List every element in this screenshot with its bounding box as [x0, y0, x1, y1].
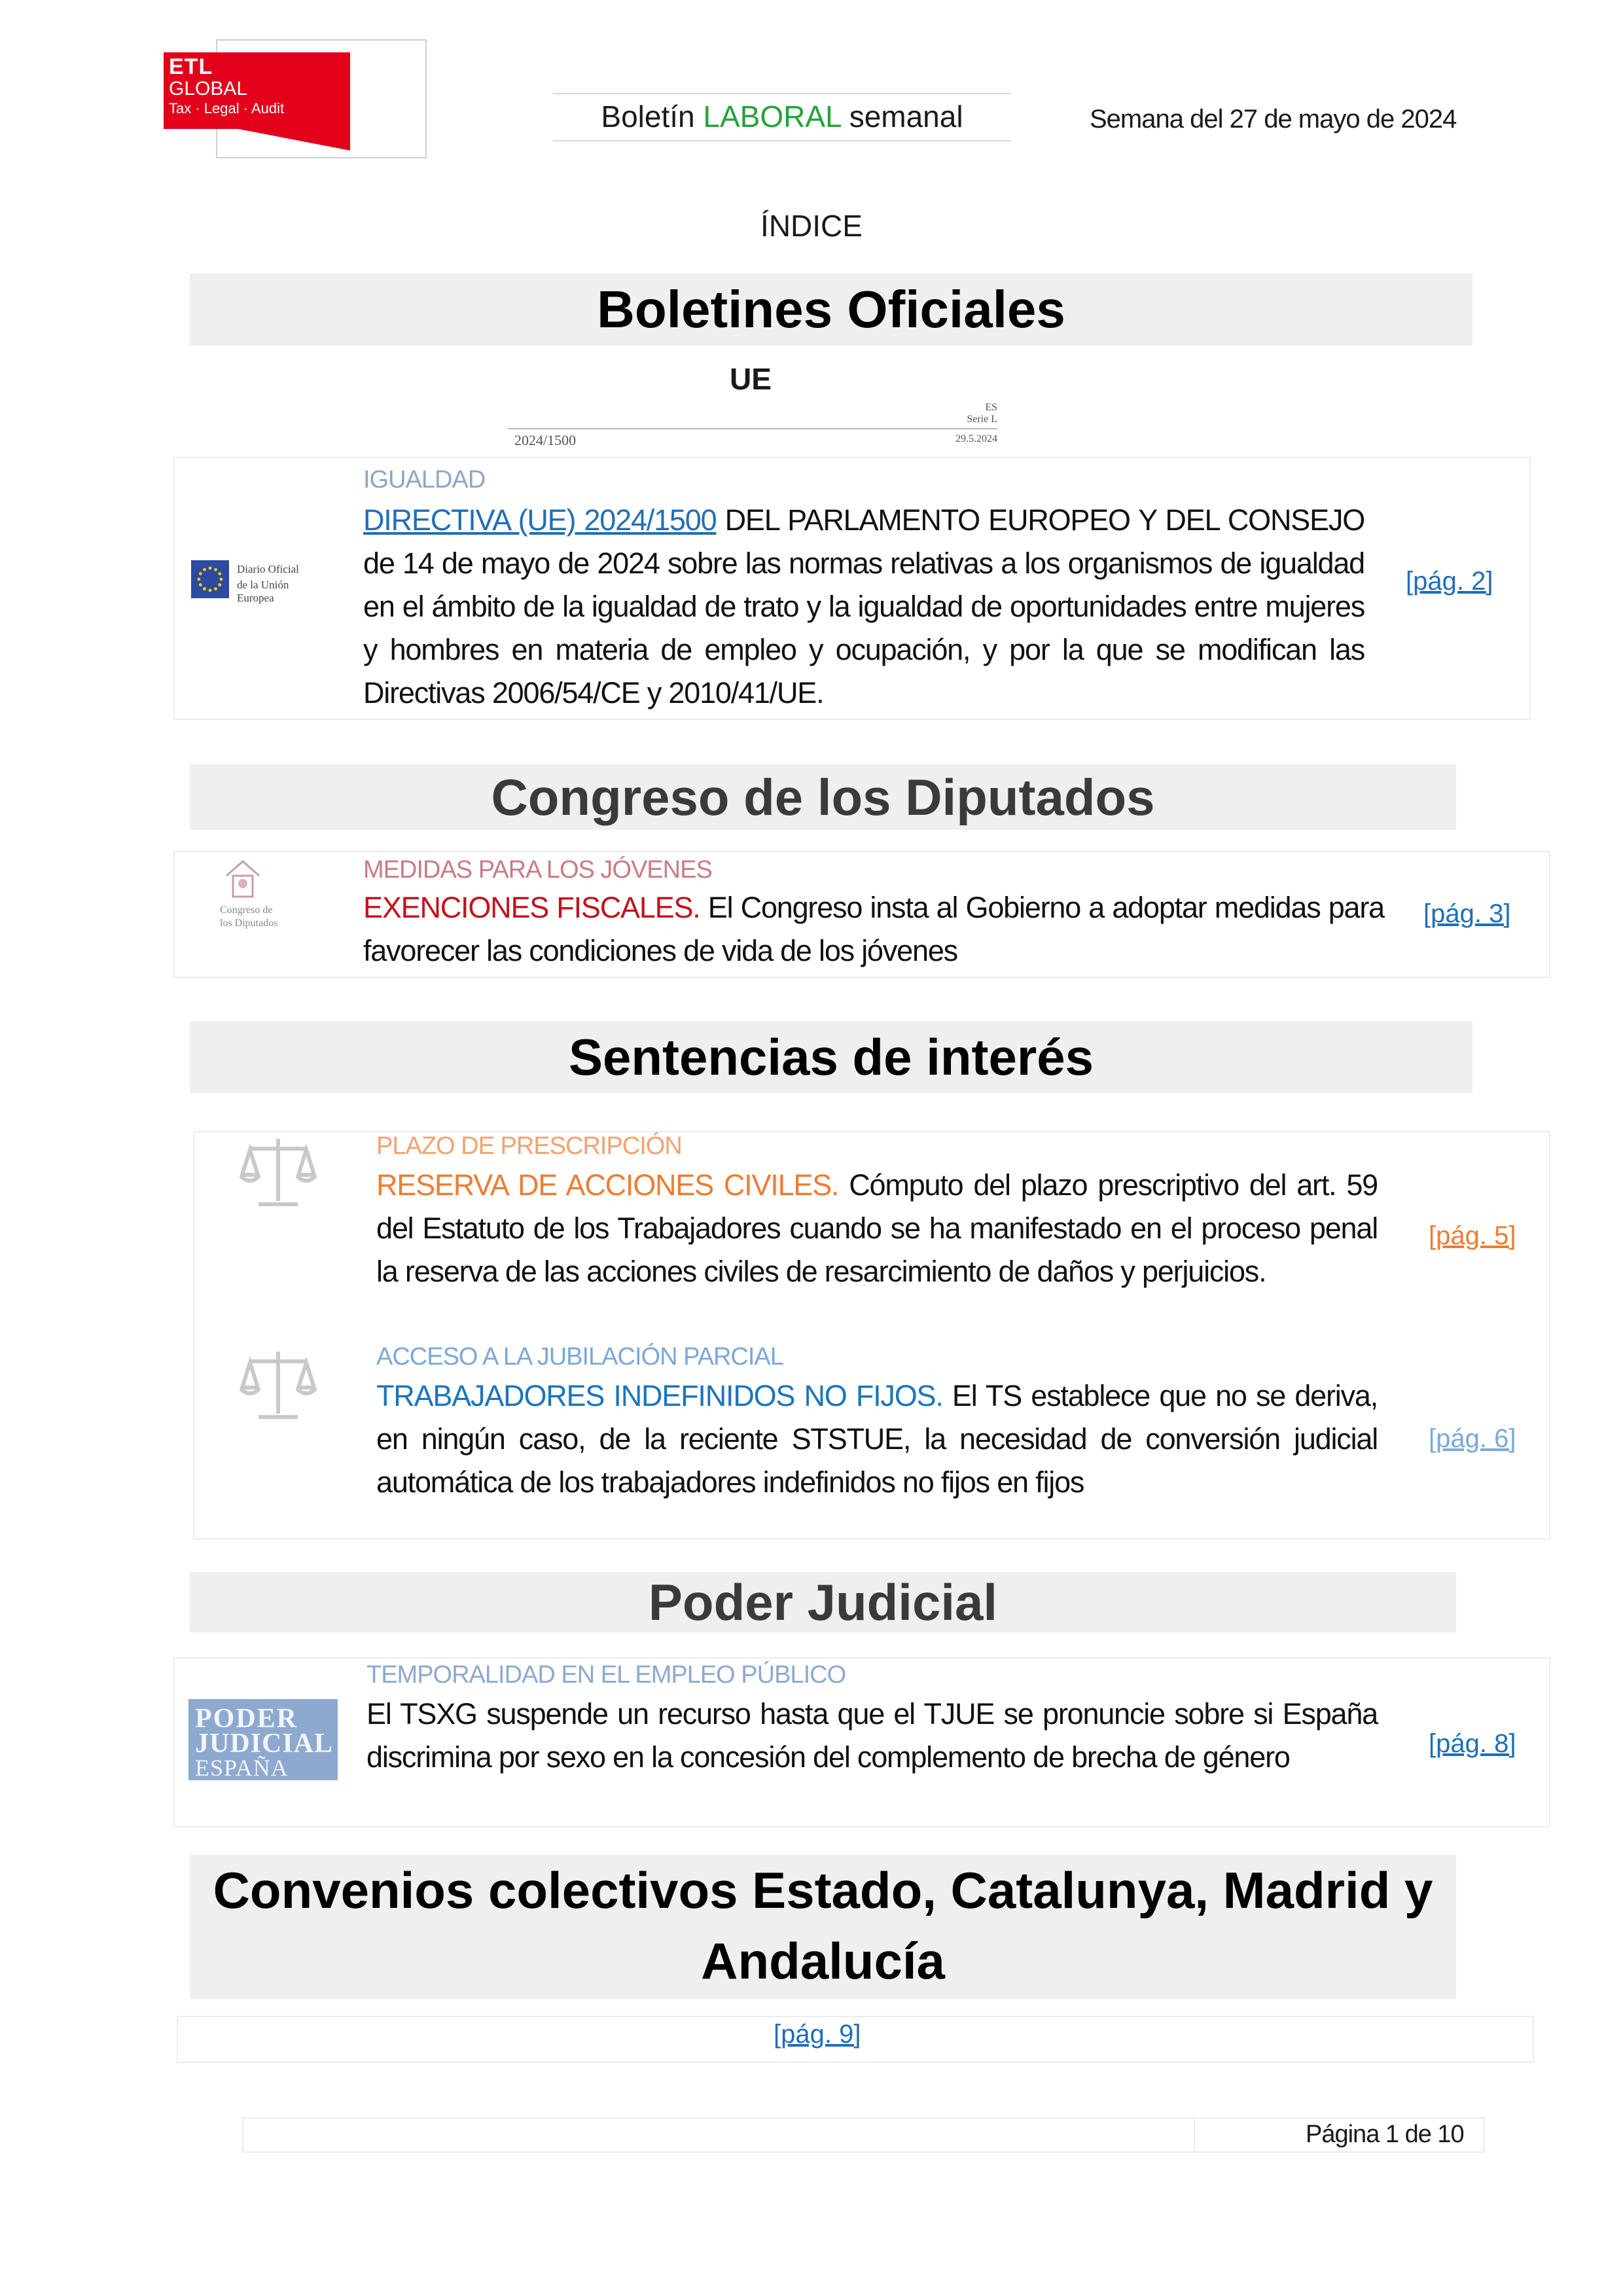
bulletin-title [553, 93, 1011, 141]
poder-logo-line3: ESPAÑA [195, 1755, 289, 1781]
congreso-logo-line2: los Diputados [220, 918, 278, 929]
doc-header-strip [508, 402, 997, 449]
logo-text-etl: ETL [169, 54, 213, 79]
item-text-jubilacion [376, 1374, 1378, 1504]
logo-text-tagline: Tax · Legal · Audit [169, 100, 285, 117]
bulletin-laboral: LABORAL [703, 99, 841, 134]
doc-strip-lang: ES [985, 402, 997, 413]
scales-of-justice-icon [236, 1342, 321, 1427]
section-ue-subtitle: UE [730, 362, 772, 396]
poder-logo-line1: PODER [195, 1704, 298, 1734]
section-poder-judicial: Poder Judicial [190, 1572, 1456, 1632]
scales-of-justice-icon [236, 1129, 321, 1214]
page-link-6[interactable]: [pág. 6] [1429, 1424, 1516, 1453]
item-text-igualdad [363, 499, 1364, 715]
page-link-3[interactable]: [pág. 3] [1423, 899, 1511, 928]
index-title: ÍNDICE [760, 209, 863, 243]
page-link-9[interactable]: [pág. 9] [774, 2020, 861, 2049]
section-congreso: Congreso de los Diputados [190, 764, 1456, 830]
logo-text-global: GLOBAL [169, 78, 248, 99]
lead-exenciones-fiscales: EXENCIONES FISCALES. [363, 891, 700, 924]
lead-indefinidos: TRABAJADORES INDEFINIDOS NO FIJOS. [376, 1379, 943, 1412]
doc-strip-date: 29.5.2024 [955, 433, 997, 444]
page-link-2[interactable]: [pág. 2] [1406, 567, 1493, 596]
page-link-5[interactable]: [pág. 5] [1429, 1221, 1516, 1250]
bulletin-suffix: semanal [840, 99, 963, 134]
section-boletines-oficiales: Boletines Oficiales [190, 274, 1472, 346]
category-jovenes: MEDIDAS PARA LOS JÓVENES [363, 856, 712, 884]
doc-strip-number: 2024/1500 [514, 432, 577, 448]
congreso-logo [208, 851, 306, 936]
prescripcion-description: Cómputo del plazo prescriptivo del art. 59 del Estatuto de los Trabajadores cuando se ha manifestado en el proceso penal la reserva de las acciones civiles de resarcimiento de daños y perjuicios. [376, 1168, 1378, 1288]
poder-logo-line2: JUDICIAL [195, 1729, 334, 1759]
congreso-logo-line1: Congreso de [220, 905, 273, 916]
footer-bar [242, 2117, 1485, 2153]
doue-logo-line2: de la Unión Europea [237, 579, 289, 604]
category-prescripcion: PLAZO DE PRESCRIPCIÓN [376, 1132, 682, 1160]
doc-strip-rule [508, 428, 997, 429]
footer-divider [1194, 2119, 1195, 2151]
item-text-temporalidad: El TSXG suspende un recurso hasta que el TJUE se pronuncie sobre si España discrimina por sexo en la concesión del complemento de brecha de género [366, 1697, 1378, 1774]
category-igualdad: IGUALDAD [363, 466, 486, 493]
directiva-description: DEL PARLAMENTO EUROPEO Y DEL CONSEJO de 14 de mayo de 2024 sobre las normas relativas a los organismos de igualdad en el ámbito de la igualdad de trato y la igualdad de oportunidades entre mujeres y hombres en materia de empleo y ocupación, y por la que se modifican las Directivas 2006/54/CE y 2010/41/UE. [363, 503, 1364, 709]
poder-judicial-logo [188, 1699, 338, 1780]
week-label: Semana del 27 de mayo de 2024 [1090, 105, 1457, 134]
category-jubilacion: ACCESO A LA JUBILACIÓN PARCIAL [376, 1343, 783, 1371]
convenios-title-line2: Andalucía [701, 1932, 945, 1990]
page-link-8[interactable]: [pág. 8] [1429, 1729, 1516, 1758]
congreso-emblem-icon [220, 856, 266, 902]
page-number: Página 1 de 10 [1306, 2121, 1464, 2148]
directiva-link[interactable]: DIRECTIVA (UE) 2024/1500 [363, 503, 717, 537]
item-text-jovenes [363, 886, 1384, 973]
section-convenios [190, 1855, 1456, 1999]
eu-flag-icon [191, 560, 229, 598]
doc-strip-series: Serie L [967, 414, 997, 425]
convenios-title-line1: Convenios colectivos Estado, Catalunya, Madrid y [213, 1861, 1433, 1919]
etl-global-logo [164, 36, 425, 167]
doue-logo-line1: Diario Oficial [237, 563, 299, 575]
lead-reserva-acciones: RESERVA DE ACCIONES CIVILES. [376, 1168, 839, 1202]
bulletin-prefix: Boletín [601, 99, 704, 134]
category-temporalidad: TEMPORALIDAD EN EL EMPLEO PÚBLICO [366, 1661, 846, 1689]
section-sentencias: Sentencias de interés [190, 1021, 1472, 1093]
doue-logo [191, 558, 326, 602]
jubilacion-description: El TS establece que no se deriva, en ningún caso, de la reciente STSTUE, la necesidad de conversión judicial automática de los trabajadores indefinidos no fijos en fijos [376, 1379, 1378, 1499]
item-text-prescripcion [376, 1164, 1378, 1293]
jovenes-description: El Congreso insta al Gobierno a adoptar medidas para favorecer las condiciones de vida de los jóvenes [363, 891, 1384, 967]
